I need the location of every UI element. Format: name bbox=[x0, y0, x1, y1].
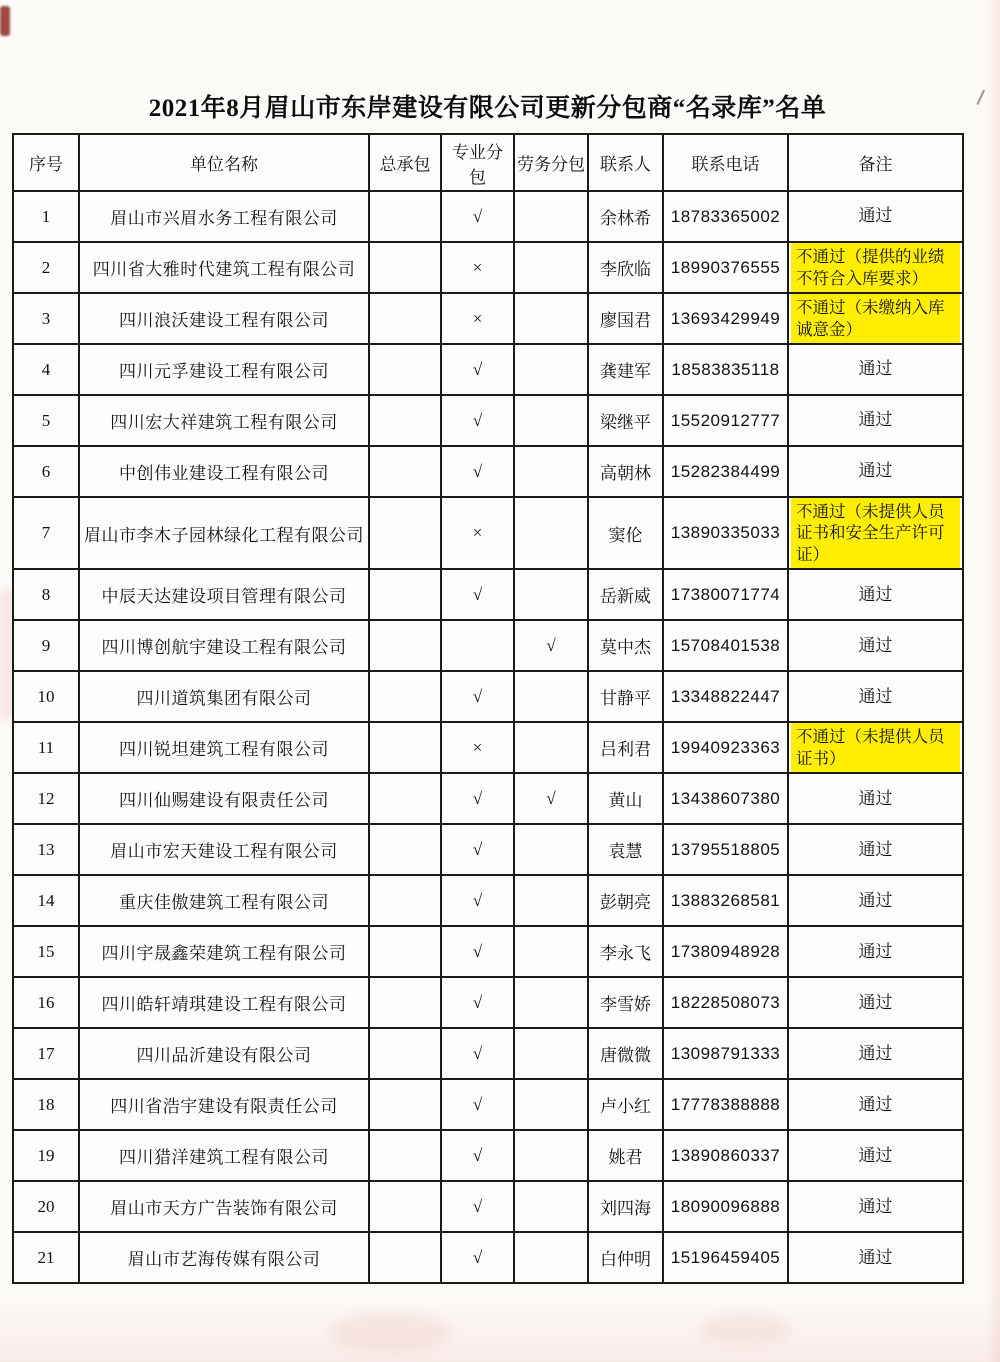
row-number: 19 bbox=[13, 1130, 79, 1181]
remark-text: 通过 bbox=[858, 635, 893, 655]
table-row bbox=[13, 824, 963, 875]
professional-sub-mark: √ bbox=[441, 671, 514, 722]
general-contract-mark bbox=[369, 824, 441, 875]
remark bbox=[788, 620, 963, 671]
remark-text: 通过 bbox=[858, 461, 893, 481]
labor-sub-mark bbox=[514, 446, 588, 497]
labor-sub-mark bbox=[514, 344, 588, 395]
company-name: 四川锐坦建筑工程有限公司 bbox=[79, 722, 369, 773]
professional-sub-mark: √ bbox=[441, 344, 514, 395]
contact-person: 李永飞 bbox=[588, 926, 663, 977]
row-number: 20 bbox=[13, 1181, 79, 1232]
table-row bbox=[13, 569, 963, 620]
row-number: 13 bbox=[13, 824, 79, 875]
professional-sub-mark: × bbox=[441, 497, 514, 569]
labor-sub-mark bbox=[514, 875, 588, 926]
header-col-remark: 备注 bbox=[788, 134, 963, 191]
company-name: 眉山市艺海传媒有限公司 bbox=[79, 1232, 369, 1283]
contact-phone: 17380948928 bbox=[663, 926, 788, 977]
general-contract-mark bbox=[369, 620, 441, 671]
contact-person: 吕利君 bbox=[588, 722, 663, 773]
general-contract-mark bbox=[369, 293, 441, 344]
labor-sub-mark bbox=[514, 497, 588, 569]
contact-person: 梁继平 bbox=[588, 395, 663, 446]
row-number: 8 bbox=[13, 569, 79, 620]
general-contract-mark bbox=[369, 1181, 441, 1232]
header-col-labor-sub: 劳务分包 bbox=[514, 134, 588, 191]
remark bbox=[788, 569, 963, 620]
contact-phone: 17778388888 bbox=[663, 1079, 788, 1130]
professional-sub-mark: √ bbox=[441, 446, 514, 497]
row-number: 6 bbox=[13, 446, 79, 497]
table-row bbox=[13, 497, 963, 569]
general-contract-mark bbox=[369, 926, 441, 977]
labor-sub-mark bbox=[514, 1232, 588, 1283]
contact-phone: 13348822447 bbox=[663, 671, 788, 722]
row-number: 7 bbox=[13, 497, 79, 569]
row-number: 14 bbox=[13, 875, 79, 926]
contact-phone: 18228508073 bbox=[663, 977, 788, 1028]
contact-person: 廖国君 bbox=[588, 293, 663, 344]
labor-sub-mark bbox=[514, 1130, 588, 1181]
professional-sub-mark: √ bbox=[441, 191, 514, 242]
contact-person: 窦伦 bbox=[588, 497, 663, 569]
contact-person: 姚君 bbox=[588, 1130, 663, 1181]
scan-edge-tint-right bbox=[986, 0, 1000, 1362]
row-number: 2 bbox=[13, 242, 79, 293]
remark bbox=[788, 977, 963, 1028]
general-contract-mark bbox=[369, 1130, 441, 1181]
contact-person: 龚建军 bbox=[588, 344, 663, 395]
header-col-general-contract: 总承包 bbox=[369, 134, 441, 191]
row-number: 11 bbox=[13, 722, 79, 773]
contact-phone: 15708401538 bbox=[663, 620, 788, 671]
labor-sub-mark bbox=[514, 1181, 588, 1232]
company-name: 四川省大雅时代建筑工程有限公司 bbox=[79, 242, 369, 293]
subcontractor-table bbox=[12, 133, 964, 1284]
contact-phone: 15282384499 bbox=[663, 446, 788, 497]
labor-sub-mark bbox=[514, 242, 588, 293]
contact-person: 李欣临 bbox=[588, 242, 663, 293]
remark bbox=[788, 671, 963, 722]
table-row bbox=[13, 191, 963, 242]
contact-person: 高朝林 bbox=[588, 446, 663, 497]
professional-sub-mark: √ bbox=[441, 875, 514, 926]
professional-sub-mark: √ bbox=[441, 824, 514, 875]
row-number: 16 bbox=[13, 977, 79, 1028]
remark-text: 通过 bbox=[858, 1145, 893, 1165]
contact-phone: 13890860337 bbox=[663, 1130, 788, 1181]
general-contract-mark bbox=[369, 497, 441, 569]
company-name: 眉山市李木子园林绿化工程有限公司 bbox=[79, 497, 369, 569]
general-contract-mark bbox=[369, 977, 441, 1028]
table-row bbox=[13, 1181, 963, 1232]
row-number: 1 bbox=[13, 191, 79, 242]
table-row bbox=[13, 926, 963, 977]
remark-text-highlighted: 不通过（未缴纳入库诚意金） bbox=[791, 294, 960, 343]
labor-sub-mark bbox=[514, 1079, 588, 1130]
labor-sub-mark bbox=[514, 569, 588, 620]
contact-phone: 17380071774 bbox=[663, 569, 788, 620]
remark-text: 通过 bbox=[858, 788, 893, 808]
remark-text: 通过 bbox=[858, 1094, 893, 1114]
company-name: 四川品沂建设有限公司 bbox=[79, 1028, 369, 1079]
remark bbox=[788, 875, 963, 926]
labor-sub-mark bbox=[514, 293, 588, 344]
row-number: 21 bbox=[13, 1232, 79, 1283]
contact-person: 唐微微 bbox=[588, 1028, 663, 1079]
company-name: 四川元孚建设工程有限公司 bbox=[79, 344, 369, 395]
professional-sub-mark: √ bbox=[441, 1181, 514, 1232]
contact-phone: 18583835118 bbox=[663, 344, 788, 395]
remark bbox=[788, 1079, 963, 1130]
row-number: 9 bbox=[13, 620, 79, 671]
professional-sub-mark: √ bbox=[441, 1130, 514, 1181]
remark-text: 通过 bbox=[858, 941, 893, 961]
labor-sub-mark bbox=[514, 671, 588, 722]
table-row bbox=[13, 1130, 963, 1181]
scan-ink-mark bbox=[0, 6, 10, 36]
table-header-row bbox=[13, 134, 963, 191]
contact-person: 甘静平 bbox=[588, 671, 663, 722]
contact-person: 白仲明 bbox=[588, 1232, 663, 1283]
professional-sub-mark: × bbox=[441, 293, 514, 344]
remark bbox=[788, 242, 963, 293]
contact-phone: 13438607380 bbox=[663, 773, 788, 824]
remark bbox=[788, 1181, 963, 1232]
professional-sub-mark: √ bbox=[441, 395, 514, 446]
table-row bbox=[13, 1079, 963, 1130]
remark bbox=[788, 824, 963, 875]
contact-phone: 18990376555 bbox=[663, 242, 788, 293]
remark-text-highlighted: 不通过（未提供人员证书和安全生产许可证） bbox=[791, 498, 960, 568]
remark bbox=[788, 293, 963, 344]
contact-phone: 19940923363 bbox=[663, 722, 788, 773]
remark bbox=[788, 191, 963, 242]
labor-sub-mark bbox=[514, 824, 588, 875]
professional-sub-mark: × bbox=[441, 242, 514, 293]
table-row bbox=[13, 446, 963, 497]
remark bbox=[788, 722, 963, 773]
remark bbox=[788, 344, 963, 395]
table-row bbox=[13, 722, 963, 773]
company-name: 眉山市天方广告装饰有限公司 bbox=[79, 1181, 369, 1232]
scan-smudge-bottom-2 bbox=[700, 1314, 790, 1344]
professional-sub-mark bbox=[441, 620, 514, 671]
row-number: 12 bbox=[13, 773, 79, 824]
professional-sub-mark: √ bbox=[441, 1079, 514, 1130]
general-contract-mark bbox=[369, 446, 441, 497]
professional-sub-mark: √ bbox=[441, 773, 514, 824]
contact-person: 岳新威 bbox=[588, 569, 663, 620]
header-col-phone: 联系电话 bbox=[663, 134, 788, 191]
company-name: 四川宏大祥建筑工程有限公司 bbox=[79, 395, 369, 446]
remark-text: 通过 bbox=[858, 359, 893, 379]
company-name: 四川猎洋建筑工程有限公司 bbox=[79, 1130, 369, 1181]
remark-text: 通过 bbox=[858, 839, 893, 859]
row-number: 15 bbox=[13, 926, 79, 977]
remark-text: 通过 bbox=[858, 1247, 893, 1267]
header-col-contact: 联系人 bbox=[588, 134, 663, 191]
table-row bbox=[13, 242, 963, 293]
row-number: 10 bbox=[13, 671, 79, 722]
header-col-professional-sub: 专业分包 bbox=[441, 134, 514, 191]
remark-text: 通过 bbox=[858, 206, 893, 226]
professional-sub-mark: √ bbox=[441, 926, 514, 977]
labor-sub-mark bbox=[514, 191, 588, 242]
table-row bbox=[13, 671, 963, 722]
company-name: 眉山市兴眉水务工程有限公司 bbox=[79, 191, 369, 242]
table-row bbox=[13, 344, 963, 395]
contact-person: 刘四海 bbox=[588, 1181, 663, 1232]
contact-phone: 15196459405 bbox=[663, 1232, 788, 1283]
remark-text-highlighted: 不通过（提供的业绩不符合入库要求） bbox=[791, 243, 960, 292]
company-name: 四川皓轩靖琪建设工程有限公司 bbox=[79, 977, 369, 1028]
row-number: 4 bbox=[13, 344, 79, 395]
contact-phone: 13795518805 bbox=[663, 824, 788, 875]
company-name: 四川道筑集团有限公司 bbox=[79, 671, 369, 722]
remark bbox=[788, 1232, 963, 1283]
general-contract-mark bbox=[369, 1079, 441, 1130]
row-number: 18 bbox=[13, 1079, 79, 1130]
remark-text: 通过 bbox=[858, 1043, 893, 1063]
company-name: 四川仙赐建设有限责任公司 bbox=[79, 773, 369, 824]
row-number: 5 bbox=[13, 395, 79, 446]
professional-sub-mark: √ bbox=[441, 569, 514, 620]
company-name: 四川宇晟鑫荣建筑工程有限公司 bbox=[79, 926, 369, 977]
general-contract-mark bbox=[369, 773, 441, 824]
contact-person: 余林希 bbox=[588, 191, 663, 242]
general-contract-mark bbox=[369, 875, 441, 926]
table-row bbox=[13, 293, 963, 344]
table-row bbox=[13, 875, 963, 926]
company-name: 四川博创航宇建设工程有限公司 bbox=[79, 620, 369, 671]
table-row bbox=[13, 977, 963, 1028]
contact-person: 彭朝亮 bbox=[588, 875, 663, 926]
general-contract-mark bbox=[369, 1232, 441, 1283]
remark bbox=[788, 497, 963, 569]
contact-phone: 18090096888 bbox=[663, 1181, 788, 1232]
page-title: 2021年8月眉山市东岸建设有限公司更新分包商“名录库”名单 bbox=[148, 95, 827, 122]
table-row bbox=[13, 395, 963, 446]
contact-phone: 15520912777 bbox=[663, 395, 788, 446]
row-number: 3 bbox=[13, 293, 79, 344]
professional-sub-mark: √ bbox=[441, 977, 514, 1028]
remark-text: 通过 bbox=[858, 686, 893, 706]
contact-phone: 13098791333 bbox=[663, 1028, 788, 1079]
contact-person: 莫中杰 bbox=[588, 620, 663, 671]
header-col-no: 序号 bbox=[13, 134, 79, 191]
contact-person: 李雪娇 bbox=[588, 977, 663, 1028]
contact-phone: 13883268581 bbox=[663, 875, 788, 926]
remark bbox=[788, 773, 963, 824]
table-row bbox=[13, 1028, 963, 1079]
contact-person: 袁慧 bbox=[588, 824, 663, 875]
general-contract-mark bbox=[369, 344, 441, 395]
contact-phone: 18783365002 bbox=[663, 191, 788, 242]
company-name: 中创伟业建设工程有限公司 bbox=[79, 446, 369, 497]
remark bbox=[788, 446, 963, 497]
contact-phone: 13890335033 bbox=[663, 497, 788, 569]
labor-sub-mark bbox=[514, 722, 588, 773]
company-name: 四川浪沃建设工程有限公司 bbox=[79, 293, 369, 344]
general-contract-mark bbox=[369, 242, 441, 293]
company-name: 眉山市宏天建设工程有限公司 bbox=[79, 824, 369, 875]
general-contract-mark bbox=[369, 395, 441, 446]
company-name: 重庆佳傲建筑工程有限公司 bbox=[79, 875, 369, 926]
labor-sub-mark bbox=[514, 1028, 588, 1079]
professional-sub-mark: √ bbox=[441, 1028, 514, 1079]
remark bbox=[788, 395, 963, 446]
remark bbox=[788, 1130, 963, 1181]
scan-smudge-bottom bbox=[330, 1312, 450, 1352]
general-contract-mark bbox=[369, 671, 441, 722]
table-row bbox=[13, 773, 963, 824]
company-name: 中辰天达建设项目管理有限公司 bbox=[79, 569, 369, 620]
contact-person: 卢小红 bbox=[588, 1079, 663, 1130]
scan-edge-tint-bottom bbox=[0, 1292, 1000, 1362]
remark-text: 通过 bbox=[858, 1196, 893, 1216]
table-row bbox=[13, 1232, 963, 1283]
remark-text: 通过 bbox=[858, 584, 893, 604]
labor-sub-mark bbox=[514, 977, 588, 1028]
professional-sub-mark: √ bbox=[441, 1232, 514, 1283]
labor-sub-mark bbox=[514, 395, 588, 446]
professional-sub-mark: × bbox=[441, 722, 514, 773]
contact-phone: 13693429949 bbox=[663, 293, 788, 344]
remark-text-highlighted: 不通过（未提供人员证书） bbox=[791, 723, 960, 772]
labor-sub-mark: √ bbox=[514, 620, 588, 671]
company-name: 四川省浩宇建设有限责任公司 bbox=[79, 1079, 369, 1130]
general-contract-mark bbox=[369, 722, 441, 773]
remark bbox=[788, 926, 963, 977]
contact-person: 黄山 bbox=[588, 773, 663, 824]
remark-text: 通过 bbox=[858, 410, 893, 430]
row-number: 17 bbox=[13, 1028, 79, 1079]
table-row bbox=[13, 620, 963, 671]
labor-sub-mark bbox=[514, 926, 588, 977]
labor-sub-mark: √ bbox=[514, 773, 588, 824]
remark-text: 通过 bbox=[858, 992, 893, 1012]
remark bbox=[788, 1028, 963, 1079]
general-contract-mark bbox=[369, 1028, 441, 1079]
general-contract-mark bbox=[369, 569, 441, 620]
general-contract-mark bbox=[369, 191, 441, 242]
remark-text: 通过 bbox=[858, 890, 893, 910]
header-col-company: 单位名称 bbox=[79, 134, 369, 191]
